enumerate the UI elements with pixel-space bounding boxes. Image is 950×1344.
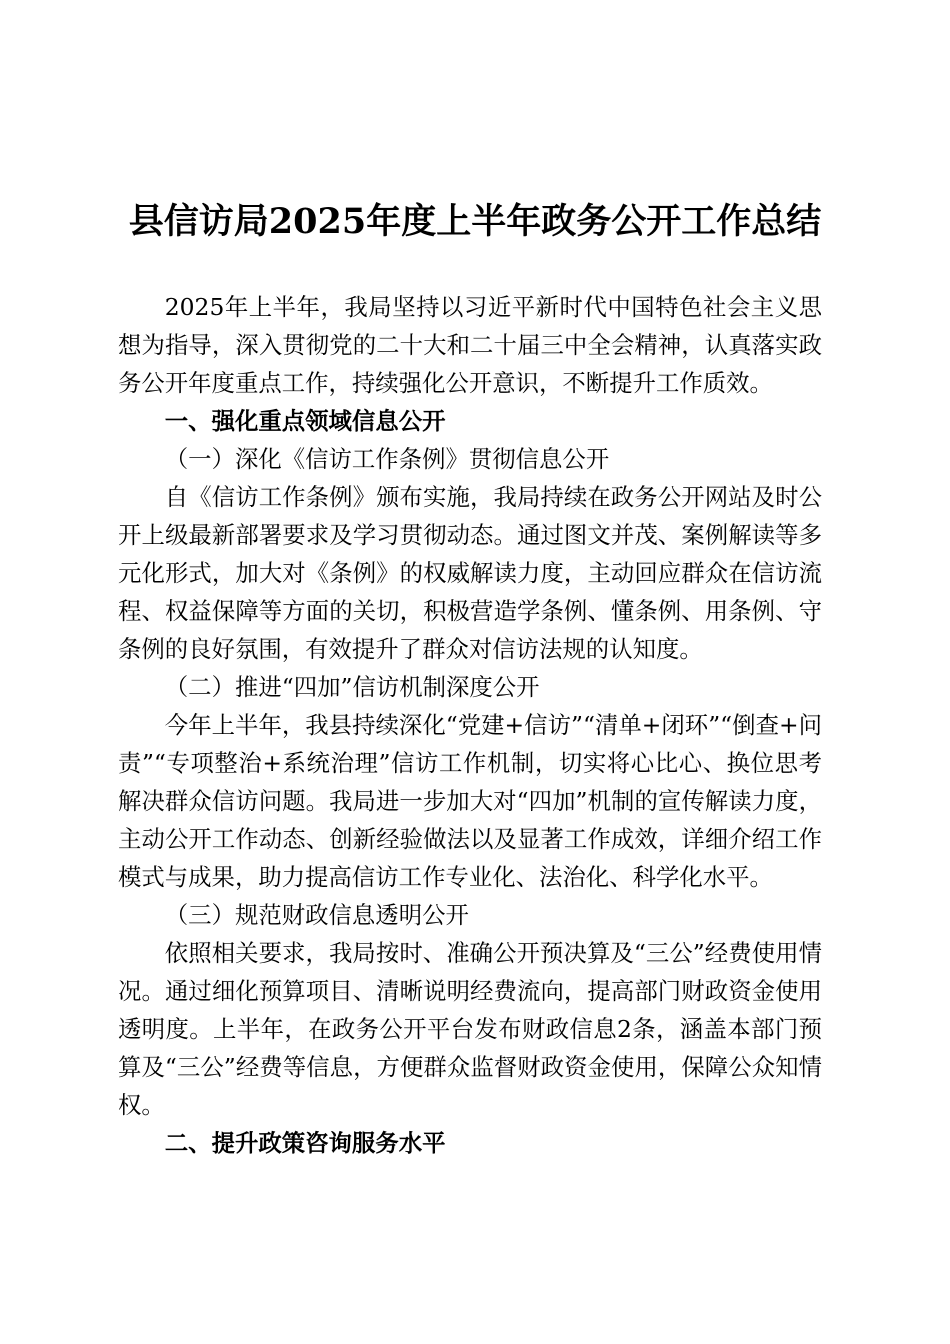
section-1-heading: 一、强化重点领域信息公开 [164,407,446,435]
subsection-3-paragraph: 依照相关要求，我局按时、准确公开预决算及“三公”经费使用情况。通过细化预算项目、清晰说明经费流向，提高部门财政资金使用透明度。上半年，在政务公开平台发布财政信息2条，涵盖本部门预算及“三公”经费等信息，方便群众监督财政资金使用，保障公众知情权。 [118,939,822,1119]
subsection-1-heading: （一）深化《信访工作条例》贯彻信息公开 [164,445,610,473]
document-title: 县信访局2025年度上半年政务公开工作总结 [128,201,822,242]
subsection-2-paragraph: 今年上半年，我县持续深化“党建+信访”“清单+闭环”“倒查+问责”“专项整治+系统治理”信访工作机制，切实将心比心、换位思考解决群众信访问题。我局进一步加大对“四加”机制的宣传解读力度，主动公开工作动态、创新经验做法以及显著工作成效，详细介绍工作模式与成果，助力提高信访工作专业化、法治化、科学化水平。 [118,711,822,891]
document-body [118,288,822,1162]
subsection-1-paragraph: 自《信访工作条例》颁布实施，我局持续在政务公开网站及时公开上级最新部署要求及学习贯彻动态。通过图文并茂、案例解读等多元化形式，加大对《条例》的权威解读力度，主动回应群众在信访流程、权益保障等方面的关切，积极营造学条例、懂条例、用条例、守条例的良好氛围，有效提升了群众对信访法规的认知度。 [118,483,822,663]
intro-paragraph: 2025年上半年，我局坚持以习近平新时代中国特色社会主义思想为指导，深入贯彻党的二十大和二十届三中全会精神，认真落实政务公开年度重点工作，持续强化公开意识，不断提升工作质效。 [118,293,822,397]
section-2-heading: 二、提升政策咨询服务水平 [164,1129,446,1157]
subsection-2-heading: （二）推进“四加”信访机制深度公开 [164,673,540,701]
subsection-3-heading: （三）规范财政信息透明公开 [164,901,469,929]
